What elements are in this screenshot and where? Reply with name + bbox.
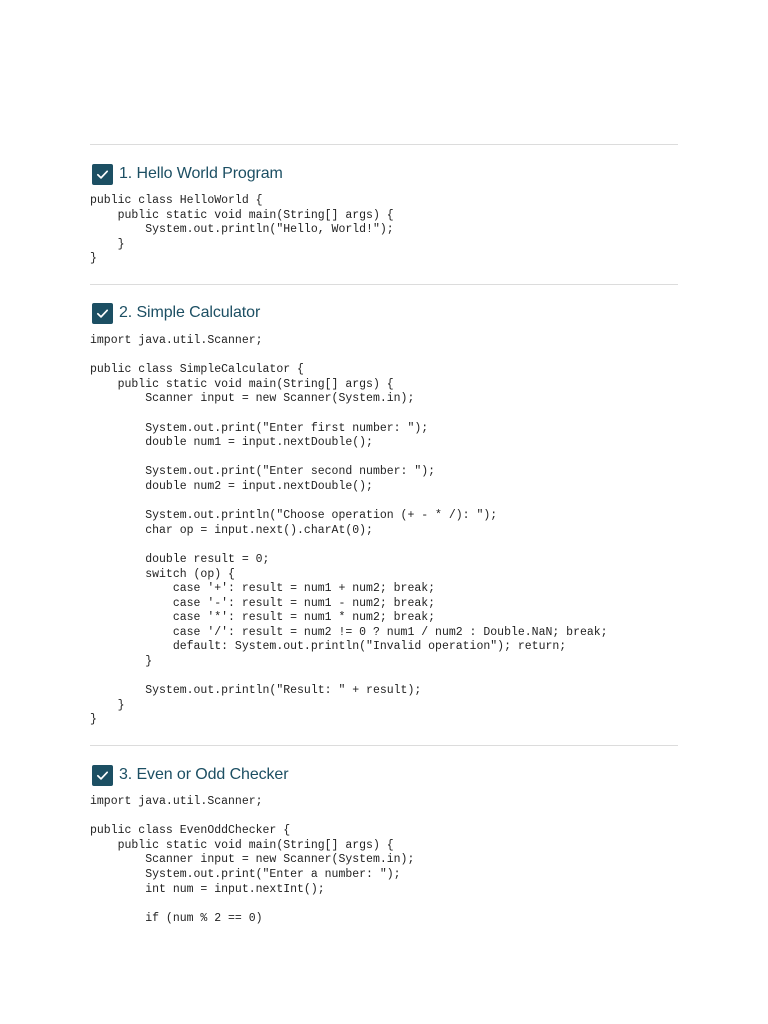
section-title: 2. Simple Calculator <box>119 304 261 321</box>
code-block: import java.util.Scanner; public class SimpleCalculator { public static void main(String[] args) { Scanner input = new Scanner(System.in); System.out.print("Enter first number: "); double num1 = input.nextDouble(); System.out.print("Enter second number: "); double num2 = input.nextDouble(); System.out.println("Choose operation (+ - * /): "); char op = input.next().charAt(0); double result = 0; switch (op) { case '+': result = num1 + num2; break; case '-': result = num1 - num2; break; case '*': result = num1 * num2; break; case '/': result = num2 != 0 ? num1 / num2 : Double.NaN; break; default: System.out.println("Invalid operation"); return; } System.out.println("Result: " + result); } } <box>90 334 608 727</box>
checkbox-checked-icon <box>92 164 113 185</box>
section-title: 3. Even or Odd Checker <box>119 766 289 783</box>
section-divider <box>90 144 678 145</box>
section-title: 1. Hello World Program <box>119 165 283 182</box>
code-block: import java.util.Scanner; public class EvenOddChecker { public static void main(String[] args) { Scanner input = new Scanner(System.in); System.out.print("Enter a number: "); int num = input.nextInt(); if (num % 2 == 0) <box>90 795 415 925</box>
section-heading <box>90 163 283 185</box>
section-divider <box>90 284 678 285</box>
section-heading <box>90 302 260 324</box>
checkbox-checked-icon <box>92 765 113 786</box>
checkbox-checked-icon <box>92 303 113 324</box>
section-heading <box>90 764 288 786</box>
section-divider <box>90 745 678 746</box>
code-block: public class HelloWorld { public static void main(String[] args) { System.out.println("Hello, World!"); } } <box>90 194 394 266</box>
